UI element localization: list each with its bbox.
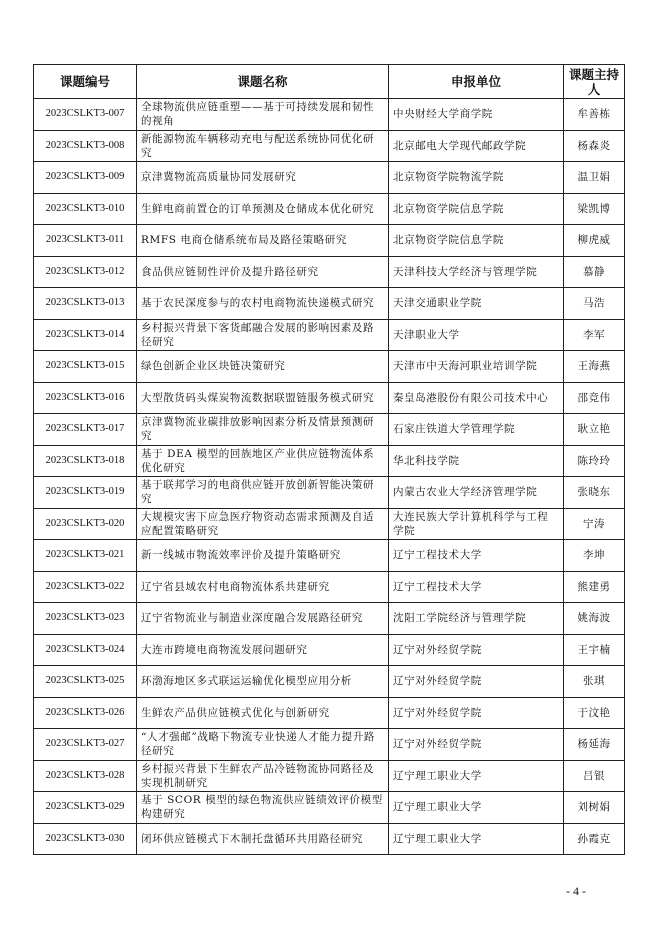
cell-title: 辽宁省物流业与制造业深度融合发展路径研究	[137, 603, 389, 635]
cell-title: 大型散货码头煤炭物流数据联盟链服务模式研究	[137, 382, 389, 414]
cell-code: 2023CSLKT3-007	[34, 99, 137, 131]
cell-title: 乡村振兴背景下生鲜农产品冷链物流协同路径及实现机制研究	[137, 760, 389, 792]
header-unit: 申报单位	[389, 65, 564, 99]
cell-unit: 北京物资学院物流学院	[389, 162, 564, 194]
table-row	[34, 634, 625, 666]
page-number: - 4 -	[566, 884, 586, 898]
table-row	[34, 99, 625, 131]
cell-title: 生鲜农产品供应链模式优化与创新研究	[137, 697, 389, 729]
cell-unit: 天津职业大学	[389, 319, 564, 351]
cell-unit: 天津科技大学经济与管理学院	[389, 256, 564, 288]
cell-host: 杨森炎	[564, 130, 625, 162]
cell-code: 2023CSLKT3-009	[34, 162, 137, 194]
cell-unit: 华北科技学院	[389, 445, 564, 477]
cell-title: 绿色创新企业区块链决策研究	[137, 351, 389, 383]
cell-code: 2023CSLKT3-020	[34, 508, 137, 540]
cell-code: 2023CSLKT3-026	[34, 697, 137, 729]
cell-code: 2023CSLKT3-017	[34, 414, 137, 446]
header-title: 课题名称	[137, 65, 389, 99]
cell-title: 新能源物流车辆移动充电与配送系统协同优化研究	[137, 130, 389, 162]
cell-host: 温卫娟	[564, 162, 625, 194]
cell-unit: 辽宁工程技术大学	[389, 571, 564, 603]
cell-code: 2023CSLKT3-013	[34, 288, 137, 320]
cell-title: 京津冀物流业碳排放影响因素分析及情景预测研究	[137, 414, 389, 446]
cell-unit: 大连民族大学计算机科学与工程学院	[389, 508, 564, 540]
cell-code: 2023CSLKT3-008	[34, 130, 137, 162]
cell-code: 2023CSLKT3-015	[34, 351, 137, 383]
cell-unit: 沈阳工学院经济与管理学院	[389, 603, 564, 635]
cell-host: 陈玲玲	[564, 445, 625, 477]
cell-host: 王宇楠	[564, 634, 625, 666]
cell-unit: 辽宁理工职业大学	[389, 823, 564, 855]
cell-code: 2023CSLKT3-025	[34, 666, 137, 698]
table-header	[34, 65, 625, 99]
cell-title: 基于 DEA 模型的回族地区产业供应链物流体系优化研究	[137, 445, 389, 477]
cell-host: 熊建勇	[564, 571, 625, 603]
cell-unit: 北京物资学院信息学院	[389, 225, 564, 257]
cell-host: 刘树娟	[564, 792, 625, 824]
cell-host: 杨延海	[564, 729, 625, 761]
table-row	[34, 445, 625, 477]
table-row	[34, 729, 625, 761]
header-host: 课题主持人	[564, 65, 625, 99]
cell-code: 2023CSLKT3-011	[34, 225, 137, 257]
header-row	[34, 65, 625, 99]
cell-code: 2023CSLKT3-016	[34, 382, 137, 414]
cell-host: 孙霞克	[564, 823, 625, 855]
cell-unit: 天津市中天海河职业培训学院	[389, 351, 564, 383]
cell-code: 2023CSLKT3-022	[34, 571, 137, 603]
project-table	[33, 64, 625, 855]
cell-title: 大连市跨境电商物流发展问题研究	[137, 634, 389, 666]
cell-host: 宁涛	[564, 508, 625, 540]
cell-title: 乡村振兴背景下客货邮融合发展的影响因素及路径研究	[137, 319, 389, 351]
cell-host: 耿立艳	[564, 414, 625, 446]
cell-unit: 辽宁对外经贸学院	[389, 634, 564, 666]
cell-code: 2023CSLKT3-010	[34, 193, 137, 225]
cell-host: 慕静	[564, 256, 625, 288]
cell-title: 大规模灾害下应急医疗物资动态需求预测及自适应配置策略研究	[137, 508, 389, 540]
table-row	[34, 697, 625, 729]
cell-unit: 辽宁理工职业大学	[389, 792, 564, 824]
cell-code: 2023CSLKT3-014	[34, 319, 137, 351]
cell-unit: 中央财经大学商学院	[389, 99, 564, 131]
cell-code: 2023CSLKT3-018	[34, 445, 137, 477]
cell-title: RMFS 电商仓储系统布局及路径策略研究	[137, 225, 389, 257]
cell-code: 2023CSLKT3-012	[34, 256, 137, 288]
cell-host: 吕银	[564, 760, 625, 792]
cell-host: 梁凯博	[564, 193, 625, 225]
table-row	[34, 508, 625, 540]
cell-unit: 辽宁对外经贸学院	[389, 697, 564, 729]
cell-host: 邵竞伟	[564, 382, 625, 414]
table-row	[34, 319, 625, 351]
cell-title: 闭环供应链模式下木制托盘循环共用路径研究	[137, 823, 389, 855]
table-row	[34, 477, 625, 509]
cell-title: 基于 SCOR 模型的绿色物流供应链绩效评价模型构建研究	[137, 792, 389, 824]
table-row	[34, 162, 625, 194]
table-row	[34, 382, 625, 414]
table-row	[34, 256, 625, 288]
cell-title: 辽宁省县域农村电商物流体系共建研究	[137, 571, 389, 603]
cell-title: 食品供应链韧性评价及提升路径研究	[137, 256, 389, 288]
cell-title: 生鲜电商前置仓的订单预测及仓储成本优化研究	[137, 193, 389, 225]
cell-code: 2023CSLKT3-023	[34, 603, 137, 635]
cell-title: “人才强邮”战略下物流专业快递人才能力提升路径研究	[137, 729, 389, 761]
table-row	[34, 760, 625, 792]
cell-title: 基于联邦学习的电商供应链开放创新智能决策研究	[137, 477, 389, 509]
cell-title: 全球物流供应链重塑——基于可持续发展和韧性的视角	[137, 99, 389, 131]
table-row	[34, 540, 625, 572]
table-row	[34, 792, 625, 824]
table-row	[34, 823, 625, 855]
table-row	[34, 666, 625, 698]
cell-unit: 秦皇岛港股份有限公司技术中心	[389, 382, 564, 414]
table-row	[34, 571, 625, 603]
cell-host: 柳虎威	[564, 225, 625, 257]
cell-title: 基于农民深度参与的农村电商物流快递模式研究	[137, 288, 389, 320]
cell-unit: 石家庄铁道大学管理学院	[389, 414, 564, 446]
table-row	[34, 288, 625, 320]
cell-host: 张晓东	[564, 477, 625, 509]
cell-host: 牟善栋	[564, 99, 625, 131]
cell-code: 2023CSLKT3-019	[34, 477, 137, 509]
table-row	[34, 351, 625, 383]
header-code: 课题编号	[34, 65, 137, 99]
table-row	[34, 130, 625, 162]
cell-code: 2023CSLKT3-024	[34, 634, 137, 666]
cell-unit: 北京邮电大学现代邮政学院	[389, 130, 564, 162]
cell-unit: 辽宁对外经贸学院	[389, 666, 564, 698]
table-row	[34, 225, 625, 257]
cell-unit: 北京物资学院信息学院	[389, 193, 564, 225]
cell-code: 2023CSLKT3-030	[34, 823, 137, 855]
table-row	[34, 414, 625, 446]
cell-unit: 内蒙古农业大学经济管理学院	[389, 477, 564, 509]
cell-unit: 天津交通职业学院	[389, 288, 564, 320]
cell-title: 环渤海地区多式联运运输优化模型应用分析	[137, 666, 389, 698]
cell-host: 李军	[564, 319, 625, 351]
cell-unit: 辽宁工程技术大学	[389, 540, 564, 572]
cell-host: 王海燕	[564, 351, 625, 383]
table-row	[34, 193, 625, 225]
cell-unit: 辽宁对外经贸学院	[389, 729, 564, 761]
table-body	[34, 99, 625, 855]
table-row	[34, 603, 625, 635]
cell-code: 2023CSLKT3-028	[34, 760, 137, 792]
cell-host: 张琪	[564, 666, 625, 698]
cell-code: 2023CSLKT3-027	[34, 729, 137, 761]
cell-title: 新一线城市物流效率评价及提升策略研究	[137, 540, 389, 572]
cell-host: 姚海波	[564, 603, 625, 635]
cell-host: 李坤	[564, 540, 625, 572]
cell-code: 2023CSLKT3-021	[34, 540, 137, 572]
cell-host: 于汶艳	[564, 697, 625, 729]
cell-unit: 辽宁理工职业大学	[389, 760, 564, 792]
cell-title: 京津冀物流高质量协同发展研究	[137, 162, 389, 194]
cell-code: 2023CSLKT3-029	[34, 792, 137, 824]
cell-host: 马浩	[564, 288, 625, 320]
